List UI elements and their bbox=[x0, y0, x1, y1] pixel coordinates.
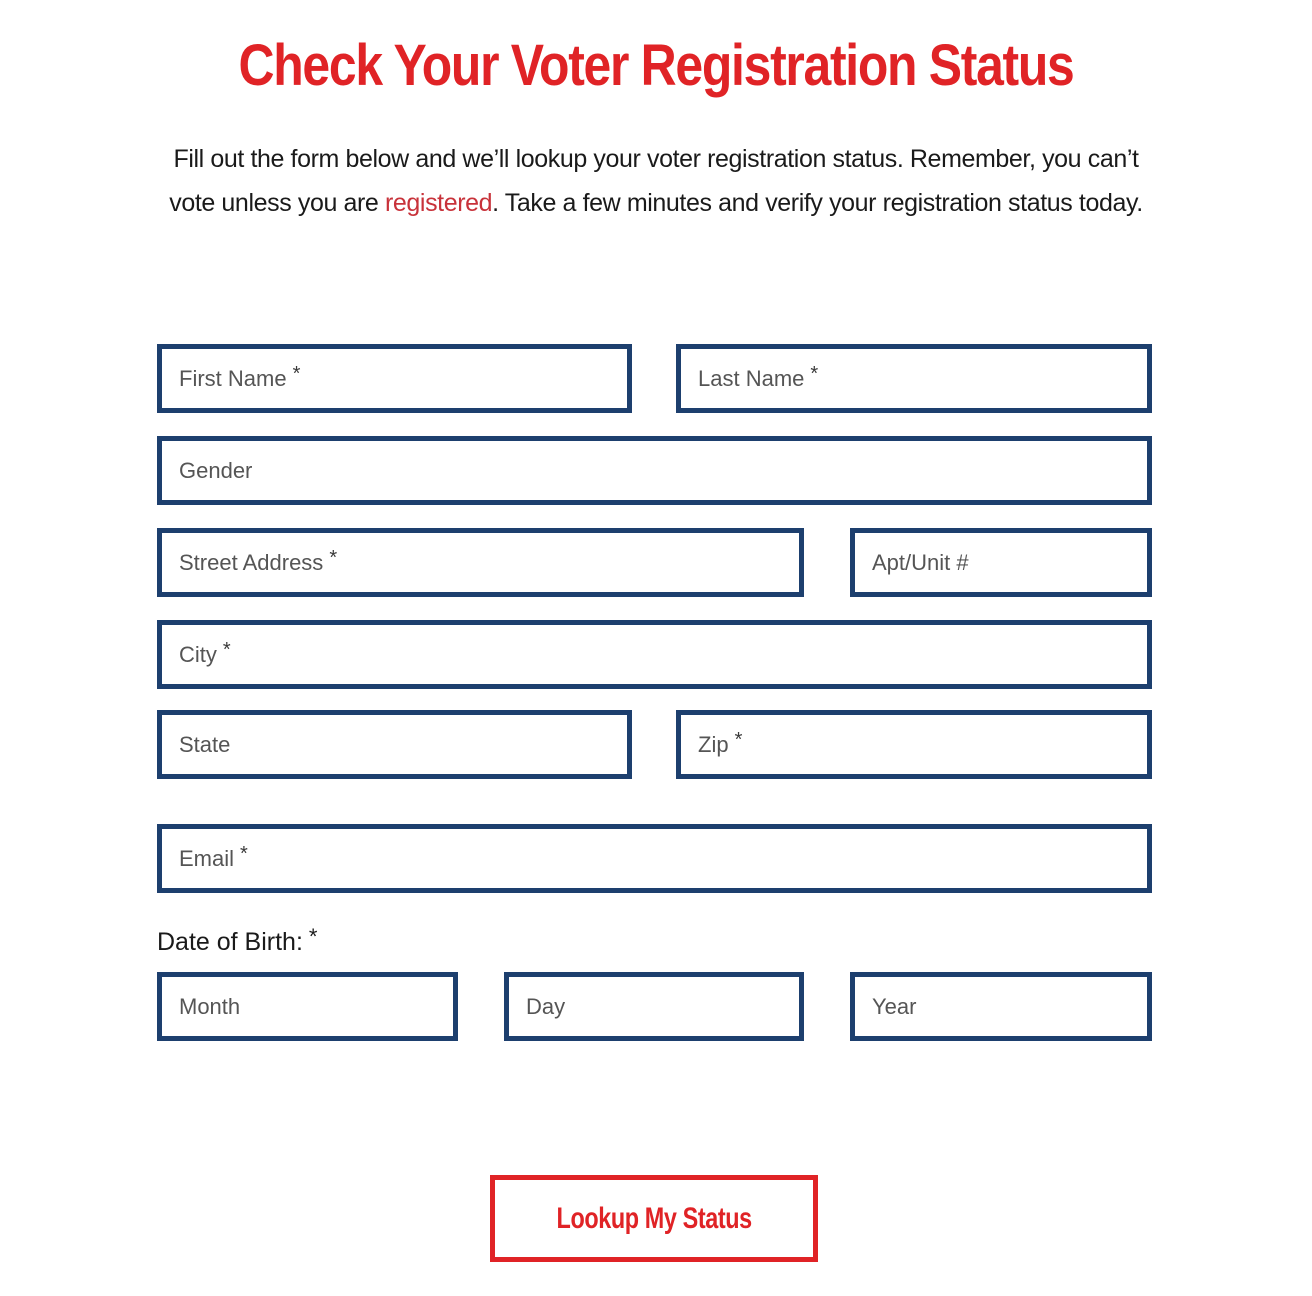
city-label bbox=[179, 625, 231, 684]
first-name-label-text: First Name bbox=[179, 366, 287, 391]
dob-year-field[interactable] bbox=[850, 972, 1152, 1041]
last-name-label-text: Last Name bbox=[698, 366, 805, 391]
email-field[interactable] bbox=[157, 824, 1152, 893]
dob-day-field[interactable] bbox=[504, 972, 804, 1041]
required-asterisk: * bbox=[810, 363, 819, 385]
dob-year-label: Year bbox=[872, 994, 917, 1019]
date-of-birth-label bbox=[157, 922, 317, 963]
dob-month-label: Month bbox=[179, 994, 241, 1019]
zip-label bbox=[698, 715, 742, 774]
first-name-field[interactable] bbox=[157, 344, 632, 413]
lookup-my-status-button[interactable] bbox=[490, 1175, 818, 1262]
last-name-field[interactable] bbox=[676, 344, 1152, 413]
gender-field[interactable] bbox=[157, 436, 1152, 505]
apt-unit-label: Apt/Unit # bbox=[872, 550, 969, 575]
date-of-birth-label-text: Date of Birth: bbox=[157, 928, 303, 956]
state-label: State bbox=[179, 732, 231, 757]
street-address-label-text: Street Address bbox=[179, 550, 324, 575]
required-asterisk: * bbox=[308, 924, 318, 949]
first-name-label bbox=[179, 349, 300, 408]
intro-text-part1: Fill out the form below and we’ll lookup your voter registration status. Remember, you can’t vote unless you are bbox=[169, 145, 1139, 217]
city-field[interactable] bbox=[157, 620, 1152, 689]
street-address-field[interactable] bbox=[157, 528, 804, 597]
zip-label-text: Zip bbox=[698, 732, 729, 757]
dob-day-label: Day bbox=[526, 994, 566, 1019]
lookup-my-status-label: Lookup My Status bbox=[556, 1202, 752, 1235]
required-asterisk: * bbox=[329, 547, 338, 569]
registered-link[interactable]: registered bbox=[384, 189, 493, 217]
last-name-label bbox=[698, 349, 818, 408]
zip-field[interactable] bbox=[676, 710, 1152, 779]
state-field[interactable] bbox=[157, 710, 632, 779]
required-asterisk: * bbox=[222, 639, 231, 661]
intro-text bbox=[160, 137, 1152, 225]
intro-text-part2: . Take a few minutes and verify your registration status today. bbox=[492, 189, 1143, 217]
dob-month-field[interactable] bbox=[157, 972, 458, 1041]
apt-unit-field[interactable] bbox=[850, 528, 1152, 597]
email-label bbox=[179, 829, 248, 888]
page-title: Check Your Voter Registration Status bbox=[238, 33, 1074, 98]
gender-label: Gender bbox=[179, 458, 253, 483]
city-label-text: City bbox=[179, 642, 217, 667]
required-asterisk: * bbox=[240, 843, 248, 865]
street-address-label bbox=[179, 533, 337, 592]
required-asterisk: * bbox=[292, 363, 301, 385]
email-label-text: Email bbox=[179, 846, 235, 871]
required-asterisk: * bbox=[734, 729, 743, 751]
